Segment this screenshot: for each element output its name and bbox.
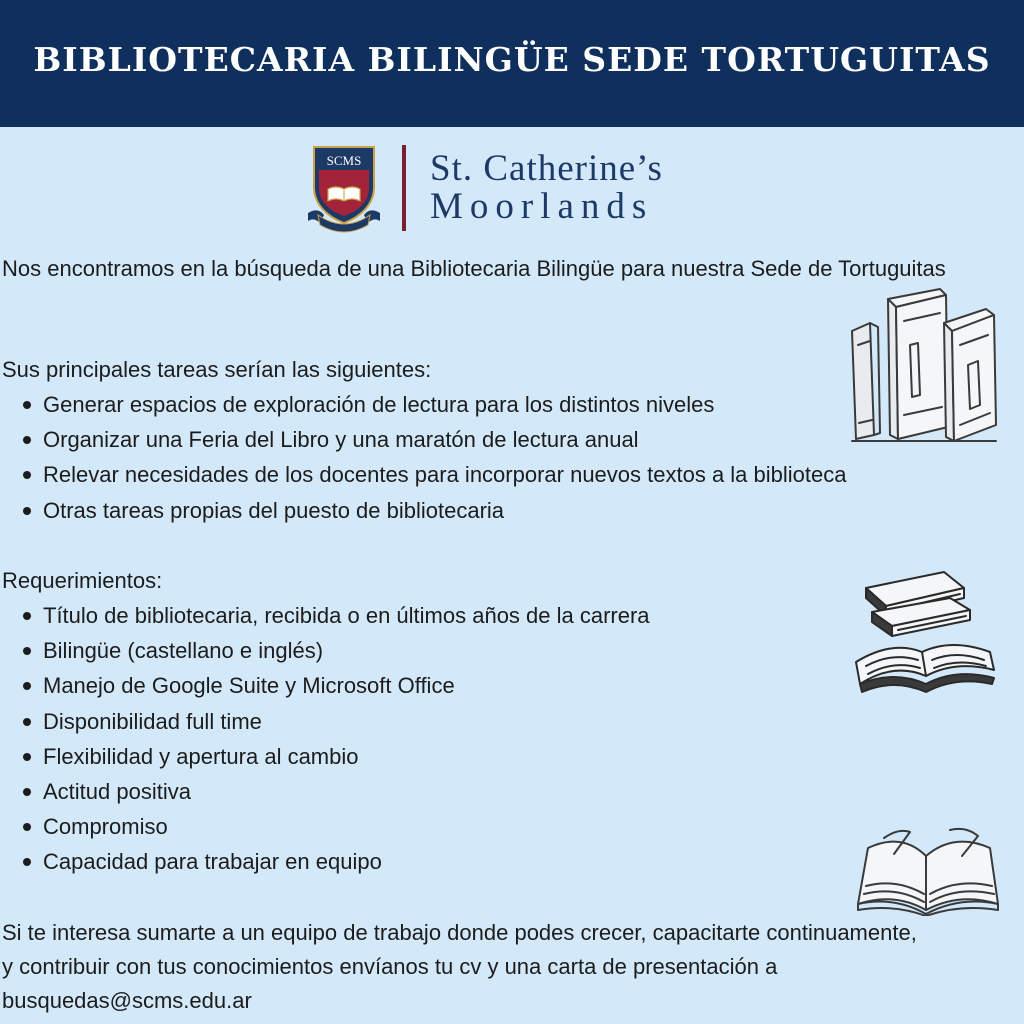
page-title: BIBLIOTECARIA BILINGÜE SEDE TORTUGUITAS — [33, 40, 991, 79]
list-item: Título de bibliotecaria, recibida o en últimos años de la carrera — [0, 598, 650, 633]
intro-paragraph: Nos encontramos en la búsqueda de una Bibliotecaria Bilingüe para nuestra Sede de Tortuguitas — [2, 256, 946, 281]
list-item: Compromiso — [0, 809, 650, 844]
books-standing-icon — [848, 285, 998, 443]
list-item: Flexibilidad y apertura al cambio — [0, 739, 650, 774]
list-item: Disponibilidad full time — [0, 704, 650, 739]
tasks-heading: Sus principales tareas serían las siguientes: — [2, 357, 432, 382]
closing-paragraph: Si te interesa sumarte a un equipo de trabajo donde podes crecer, capacitarte continuamente, y contribuir con tus conocimientos envíanos tu cv y una carta de presentación a busquedas@scms.edu.ar — [2, 920, 917, 1013]
tasks-list — [0, 387, 846, 528]
school-crest-icon — [308, 143, 380, 233]
list-item: Otras tareas propias del puesto de bibliotecaria — [0, 493, 846, 528]
list-item: Actitud positiva — [0, 774, 650, 809]
header-band — [0, 0, 1024, 127]
requirements-list — [0, 598, 650, 880]
books-stack-icon — [852, 566, 998, 704]
logo-divider — [402, 145, 406, 231]
school-name-line1: St. Catherine’s — [430, 148, 663, 189]
requirements-heading: Requerimientos: — [2, 568, 163, 593]
list-item: Relevar necesidades de los docentes para incorporar nuevos textos a la biblioteca — [0, 457, 846, 492]
list-item: Generar espacios de exploración de lectura para los distintos niveles — [0, 387, 846, 422]
list-item: Manejo de Google Suite y Microsoft Office — [0, 668, 650, 703]
school-name-line2: Moorlands — [430, 186, 654, 227]
school-logo — [308, 143, 708, 235]
list-item: Capacidad para trabajar en equipo — [0, 844, 650, 879]
list-item: Organizar una Feria del Libro y una maratón de lectura anual — [0, 422, 846, 457]
crest-text: SCMS — [326, 153, 362, 168]
open-book-icon — [854, 826, 1000, 916]
list-item: Bilingüe (castellano e inglés) — [0, 633, 650, 668]
